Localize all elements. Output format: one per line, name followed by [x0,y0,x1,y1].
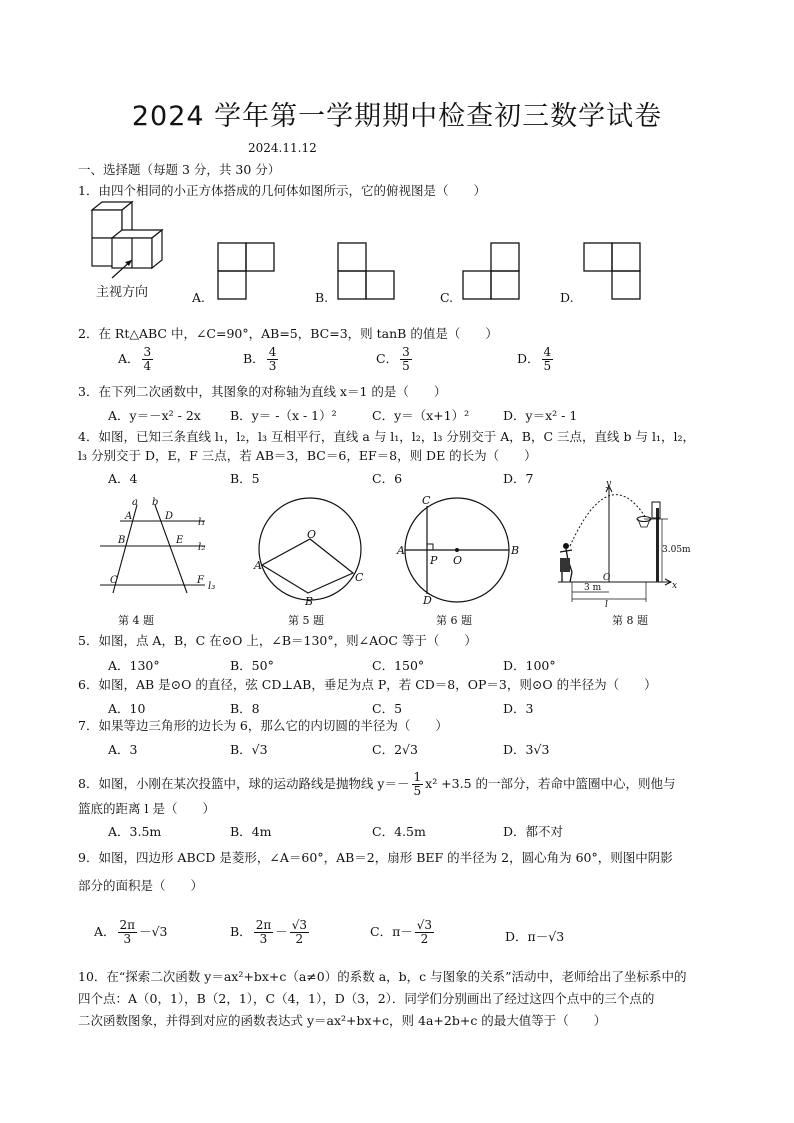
q5-option-b: B．50° [230,658,274,673]
q4-option-d: D．7 [503,471,534,486]
question-3: 3．在下列二次函数中，其图象的对称轴为直线 x＝1 的是（ ） [78,384,447,399]
question-9-line-2: 部分的面积是（ ） [78,878,204,893]
svg-text:O: O [307,528,317,541]
cube-stack-figure [90,200,170,280]
question-10-line-2: 四个点：A（0，1），B（2，1），C（4，1），D（3，2）．同学们分别画出了经过这四个点中的三个点的 [78,991,655,1006]
question-7: 7．如果等边三角形的边长为 6，那么它的内切圆的半径为（ ） [78,718,448,733]
figure-4 [95,495,225,607]
question-8-line-2: 篮底的距离 l 是（ ） [78,801,215,816]
view-direction-label: 主视方向 [96,285,149,300]
question-10-line-3: 二次函数图象，并得到对应的函数表达式 y＝ax²+bx+c，则 4a+2b+c 的最大值等于（ ） [78,1013,607,1028]
svg-text:3 m: 3 m [584,583,602,593]
svg-text:y: y [606,479,612,489]
svg-text:P: P [430,554,438,567]
svg-text:b: b [152,497,159,508]
q9-option-c: C．π－ $\frac{√3}{2}$ [370,918,433,946]
figure-6-caption: 第 6 题 [436,614,472,627]
question-1: 1．由四个相同的小正方体搭成的几何体如图所示，它的俯视图是（ ） [78,183,486,198]
q9-option-d: D．π－√3 [505,929,565,944]
question-4-line-1: 4．如图，已知三条直线 l₁，l₂，l₃ 互相平行，直线 a 与 l₁，l₂，l₃ 分别交于 A，B，C 三点，直线 b 与 l₁，l₂， [78,429,695,444]
q6-option-b: B．8 [230,701,260,716]
q4-option-c: C．6 [372,471,403,486]
question-2: 2．在 Rt△ABC 中，∠C=90°，AB=5，BC=3，则 tanB 的值是（ ） [78,326,498,341]
q1-option-c-label: C. [440,290,454,305]
q6-option-d: D．3 [503,701,534,716]
svg-text:D: D [165,511,174,522]
q2-option-a: A． $\frac{3}{4}$ [118,345,152,373]
q1-option-c-figure [462,242,520,300]
svg-text:l₃: l₃ [208,581,216,592]
svg-text:l₂: l₂ [198,542,206,553]
svg-text:l₁: l₁ [198,517,206,528]
q3-option-b: B．y＝ -（x - 1）² [230,408,337,423]
q1-option-b-figure [337,242,395,300]
svg-text:l: l [605,600,608,610]
q8-option-a: A．3.5m [108,824,162,839]
q4-option-a: A．4 [108,471,138,486]
svg-text:a: a [132,497,138,508]
svg-text:E: E [176,535,184,546]
q2-option-c: C． $\frac{3}{5}$ [376,345,410,373]
svg-text:B: B [305,595,314,608]
figure-4-caption: 第 4 题 [118,614,154,627]
svg-text:O: O [453,554,463,567]
q9-option-b: B． $\frac{2\pi}{3}$ － $\frac{√3}{2}$ [230,918,308,946]
q4-option-b: B．5 [230,471,260,486]
svg-text:B: B [118,535,126,546]
q3-option-a: A．y＝－x² - 2x [108,408,201,423]
q8-option-c: C．4.5m [372,824,426,839]
svg-text:B: B [511,544,520,557]
section-heading: 一、选择题（每题 3 分，共 30 分） [78,162,281,177]
svg-text:A: A [397,544,405,557]
svg-text:O: O [603,573,611,583]
q1-option-b-label: B. [315,290,329,305]
figure-8 [548,479,691,610]
svg-text:C: C [110,575,118,586]
question-5: 5．如图，点 A，B，C 在⊙O 上，∠B＝130°，则∠AOC 等于（ ） [78,633,477,648]
svg-text:A: A [254,559,262,572]
q1-option-a-figure [217,242,275,300]
exam-date: 2024.11.12 [248,141,317,155]
q7-option-b: B．√3 [230,742,268,757]
q6-option-c: C．5 [372,701,403,716]
figure-5-caption: 第 5 题 [288,614,324,627]
svg-text:D: D [423,594,432,607]
q7-option-a: A．3 [108,742,138,757]
svg-text:C: C [355,571,364,584]
q7-option-c: C．2√3 [372,742,418,757]
q1-option-d-label: D. [560,290,574,305]
page-title: 2024 学年第一学期期中检查初三数学试卷 [131,101,663,132]
figure-5 [252,495,370,607]
question-9-line-1: 9．如图，四边形 ABCD 是菱形，∠A＝60°，AB＝2，扇形 BEF 的半径为 2，圆心角为 60°，则图中阴影 [78,850,673,865]
q2-option-b: B． $\frac{4}{3}$ [243,345,277,373]
q2-option-d: D． $\frac{4}{5}$ [517,345,552,373]
question-8-line-1: 8．如图，小刚在某次投篮中，球的运动路线是抛物线 y＝－ $\frac{1}{5}$ x² +3.5 的一部分，若命中篮圈中心，则他与 [78,770,676,798]
question-6: 6．如图，AB 是⊙O 的直径，弦 CD⊥AB，垂足为点 P，若 CD＝8，OP＝3，则⊙O 的半径为（ ） [78,677,657,692]
svg-text:F: F [197,575,204,586]
q5-option-d: D．100° [503,658,556,673]
q5-option-a: A．130° [108,658,160,673]
q3-option-c: C．y＝（x+1）² [372,408,470,423]
q1-option-d-figure [583,242,641,300]
question-10-line-1: 10．在“探索二次函数 y＝ax²+bx+c（a≠0）的系数 a，b，c 与图象的关系”活动中，老师给出了坐标系中的 [78,969,687,984]
question-4-line-2: l₃ 分别交于 D，E，F 三点，若 AB＝3，BC＝6，EF＝8，则 DE 的长为（ ） [78,448,537,463]
svg-text:x: x [672,581,678,591]
q3-option-d: D．y＝x² - 1 [503,408,578,423]
svg-text:C: C [422,494,431,507]
figure-6 [393,492,528,607]
svg-text:3.05m: 3.05m [662,545,691,555]
svg-text:A: A [125,511,133,522]
q9-option-a: A． $\frac{2\pi}{3}$ －√3 [94,918,168,946]
q8-option-b: B．4m [230,824,272,839]
q7-option-d: D．3√3 [503,742,550,757]
figure-8-caption: 第 8 题 [612,614,648,627]
q1-option-a-label: A. [192,290,206,305]
q5-option-c: C．150° [372,658,425,673]
q8-option-d: D．都不对 [503,824,564,839]
q6-option-a: A．10 [108,701,146,716]
